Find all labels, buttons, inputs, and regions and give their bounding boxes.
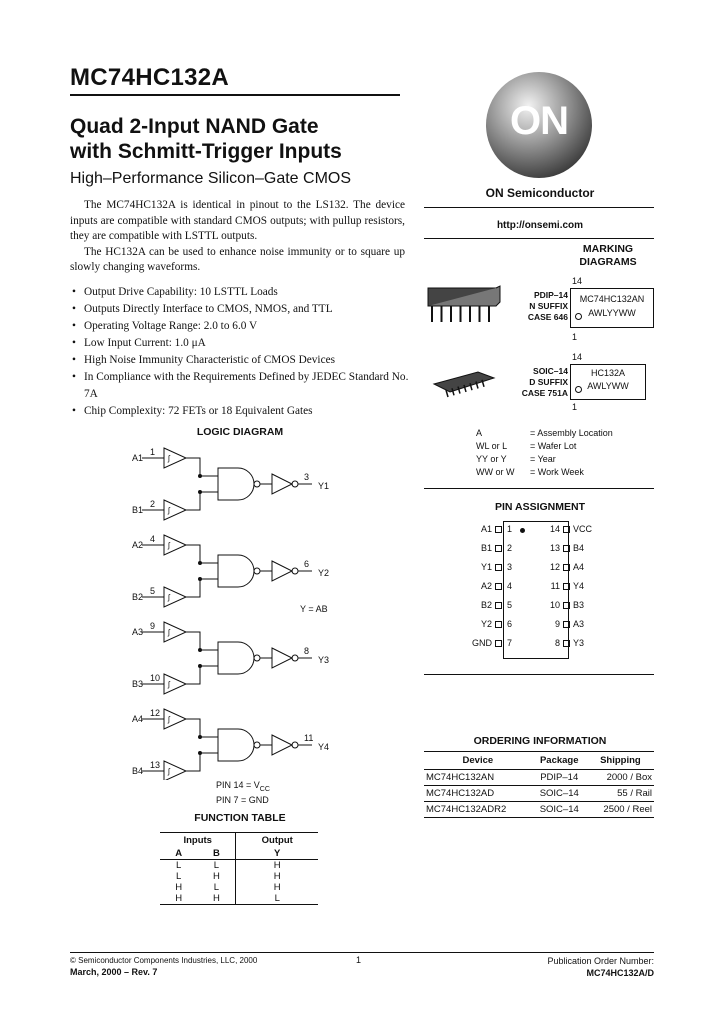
pin-row [546,562,584,572]
legend-rule [424,488,654,489]
footer-right [500,955,654,979]
pin1-dot-icon [575,313,582,320]
feature-item: • Low Input Current: 1.0 μA [70,335,410,352]
schmitt-symbol: ʃ [168,628,170,637]
wire [186,666,218,684]
pdip-labels: PDIP–14 N SUFFIX CASE 646 [527,290,568,322]
ft-col-y: Y [274,848,281,859]
feature-item: • Operating Voltage Range: 2.0 to 6.0 V [70,318,410,335]
wire [186,458,218,476]
input-label: B3 [132,679,144,689]
pin-num: 3 [507,562,513,572]
ft-output-header: Output [261,835,293,846]
pin-name: Y4 [573,581,585,591]
pin-name: A2 [480,581,492,591]
input-label: A2 [132,540,144,550]
pin-number: 13 [150,760,161,770]
pin-row [546,581,584,591]
website-link[interactable]: http://onsemi.com [496,220,584,231]
copyright: © Semiconductor Components Industries, LLC, 2000 [70,956,258,965]
output-label: Y1 [318,481,330,491]
wire [186,545,218,563]
table-row: H L H [175,882,281,893]
pin-stub [563,526,570,533]
pin-name: GND [472,638,492,648]
ft-col-a: A [175,848,183,859]
output-buffer [272,735,292,755]
description-para-2: The HC132A can be used to enhance noise immunity or to square up slowly changing waveforms. [70,245,405,273]
soic-pin-1: 1 [572,402,578,412]
input-label: B2 [132,592,144,602]
function-table [160,832,318,905]
description-para-1: The MC74HC132A is identical in pinout to the LS132. The device inputs are compatible with standard CMOS outputs; with pullup resistors, they are compatible with LSTTL outputs. [70,199,405,242]
junction [199,578,202,581]
junction [199,475,202,478]
pin-stub [563,564,570,571]
pin-notes [216,780,270,806]
table-row: L L H [176,860,281,871]
pin-name: Y2 [480,619,492,629]
nand-gate [218,468,254,500]
logic-equation [300,604,328,614]
soic-pin-14: 14 [572,352,583,362]
pdip-package-icon [424,282,504,332]
wire [186,579,218,597]
logic-diagram [120,440,370,780]
input-label: B1 [132,505,144,515]
junction [199,491,202,494]
logic-equation-text: Y = AB [300,604,328,614]
pub-number: MC74HC132A/D [586,968,654,978]
legend-item: WL or L = Wafer Lot [476,441,577,451]
pin-stub [495,564,502,571]
pin-name: A4 [573,562,585,572]
schmitt-symbol: ʃ [168,680,170,689]
pin-assignment-title: PIN ASSIGNMENT [494,501,586,513]
junction [199,665,202,668]
page-title [70,114,342,164]
output-label: Y4 [318,742,330,752]
pin-num: 8 [554,638,560,648]
pin-name: B2 [480,600,492,610]
pin-number: 10 [150,673,161,683]
junction [199,736,202,739]
pin-row [470,600,517,610]
inversion-bubble [254,742,260,748]
wire [186,632,218,650]
table-row: MC74HC132AN PDIP–14 2000 / Box [424,770,654,786]
output-buffer [272,474,292,494]
pin-row [546,638,584,648]
pin-num: 12 [549,562,560,572]
junction [199,562,202,565]
pin-num: 1 [507,524,513,534]
schmitt-symbol: ʃ [168,715,170,724]
subtitle: High–Performance Silicon–Gate CMOS [70,170,352,187]
feature-item: • High Noise Immunity Characteristic of CMOS Devices [70,352,410,369]
pin-name: B1 [480,543,492,553]
marking-legend [476,427,613,479]
ft-col-b: B [197,848,236,860]
pin1-dot-icon [575,386,582,393]
pins-rule [424,674,654,675]
url-rule [424,238,654,239]
pin-row [470,619,517,629]
pin-num: 13 [549,543,560,553]
junction [199,649,202,652]
output-label: Y2 [318,568,330,578]
pin-row [470,543,517,553]
pin-row [470,524,517,534]
marking-title: MARKING DIAGRAMS [579,243,637,268]
schmitt-symbol: ʃ [168,593,170,602]
pin-row [546,619,584,629]
pin-row [546,524,592,534]
pdip-mark-box: MC74HC132AN AWLYYWW [570,288,654,328]
soic-mark-box: HC132A AWLYWW [570,364,646,400]
inversion-bubble [254,568,260,574]
pin-num: 9 [554,619,560,629]
pin-number: 9 [150,621,156,631]
pin-stub [495,583,502,590]
pin-stub [563,583,570,590]
page-number: 1 [356,955,362,965]
pin-stub [563,640,570,647]
pin-num: 10 [549,600,560,610]
input-label: B4 [132,766,144,776]
soic-labels: SOIC–14 D SUFFIX CASE 751A [521,366,568,398]
pin-num: 6 [507,619,513,629]
pin-number: 12 [150,708,161,718]
pin-name: B4 [573,543,585,553]
pin-name: Y3 [573,638,585,648]
schmitt-symbol: ʃ [168,506,170,515]
pdip-pin-1: 1 [572,332,578,342]
date-rev: March, 2000 – Rev. 7 [70,967,158,977]
pin-row [546,543,584,553]
output-label: Y3 [318,655,330,665]
pin-number: 5 [150,586,156,596]
schmitt-symbol: ʃ [168,767,170,776]
pin-stub [495,526,502,533]
pin-number: 8 [304,646,310,656]
pin-number: 1 [150,447,156,457]
junction [199,752,202,755]
feature-list [70,284,410,420]
pin-name: A3 [573,619,585,629]
header-rule [70,94,400,96]
feature-item: • Outputs Directly Interface to CMOS, NMOS, and TTL [70,301,410,318]
legend-item: A = Assembly Location [476,428,613,438]
pin-row [470,638,517,648]
pin-note-gnd: PIN 7 = GND [216,794,269,805]
schmitt-symbol: ʃ [168,454,170,463]
description [70,198,405,276]
pin-name: VCC [573,524,593,534]
legend-item: YY or Y = Year [476,454,556,464]
ordering-table [424,751,654,818]
output-buffer [272,561,292,581]
schmitt-symbol: ʃ [168,541,170,550]
footer-rule [70,952,654,953]
pub-label: Publication Order Number: [547,956,654,966]
col-device: Device [424,752,532,770]
pin-name: B3 [573,600,585,610]
pin-number: 4 [150,534,156,544]
inversion-bubble [254,481,260,487]
wire [186,492,218,510]
pin-name: Y1 [480,562,492,572]
legend-item: WW or W = Work Week [476,467,584,477]
col-shipping: Shipping [587,752,654,770]
nand-gate [218,555,254,587]
feature-item: • In Compliance with the Requirements Defined by JEDEC Standard No. 7A [70,369,410,403]
table-row: L H H [176,871,281,882]
pin-number: 6 [304,559,310,569]
pin-stub [563,602,570,609]
input-label: A1 [132,453,144,463]
pin-row [546,600,584,610]
wire [186,719,218,737]
pin-number: 3 [304,472,310,482]
col-package: Package [532,752,587,770]
company-name: ON Semiconductor [485,186,595,200]
table-row: MC74HC132ADR2 SOIC–14 2500 / Reel [424,802,654,818]
input-label: A4 [132,714,144,724]
pin-num: 14 [549,524,560,534]
pin-stub [563,621,570,628]
title-line-2: with Schmitt-Trigger Inputs [70,140,342,163]
pin1-dot-icon [520,528,525,533]
pdip-pin-14: 14 [572,276,583,286]
pin-num: 2 [507,543,513,553]
pin-stub [495,621,502,628]
inversion-bubble [254,655,260,661]
brand-rule [424,207,654,208]
part-number: MC74HC132A [70,64,230,91]
feature-item: • Output Drive Capability: 10 LSTTL Loads [70,284,410,301]
table-row: H H L [160,893,318,905]
pin-number: 2 [150,499,156,509]
pin-stub [563,545,570,552]
pin-num: 7 [507,638,513,648]
wire [186,753,218,771]
pin-num: 11 [550,581,560,591]
nand-gate [218,642,254,674]
title-line-1: Quad 2-Input NAND Gate [70,115,319,138]
ordering-title: ORDERING INFORMATION [473,735,607,747]
output-buffer [272,648,292,668]
pin-num: 5 [507,600,513,610]
pin-stub [495,602,502,609]
ft-inputs-header: Inputs [160,833,236,849]
function-table-title: FUNCTION TABLE [194,812,286,824]
pin-number: 11 [304,733,314,743]
pin-row [470,581,517,591]
pin-name: A1 [480,524,492,534]
logo-text: ON [510,99,568,143]
pin-row [470,562,517,572]
pin-stub [495,640,502,647]
table-row: MC74HC132AD SOIC–14 55 / Rail [424,786,654,802]
soic-package-icon [428,362,500,402]
logic-diagram-title: LOGIC DIAGRAM [196,426,284,438]
feature-item: • Chip Complexity: 72 FETs or 18 Equivalent Gates [70,403,410,420]
pin-note-vcc: PIN $14 = V_{CC}$ [216,780,270,793]
pin-stub [495,545,502,552]
nand-gate [218,729,254,761]
pin-num: 4 [507,581,513,591]
input-label: A3 [132,627,144,637]
footer-left [70,955,257,978]
